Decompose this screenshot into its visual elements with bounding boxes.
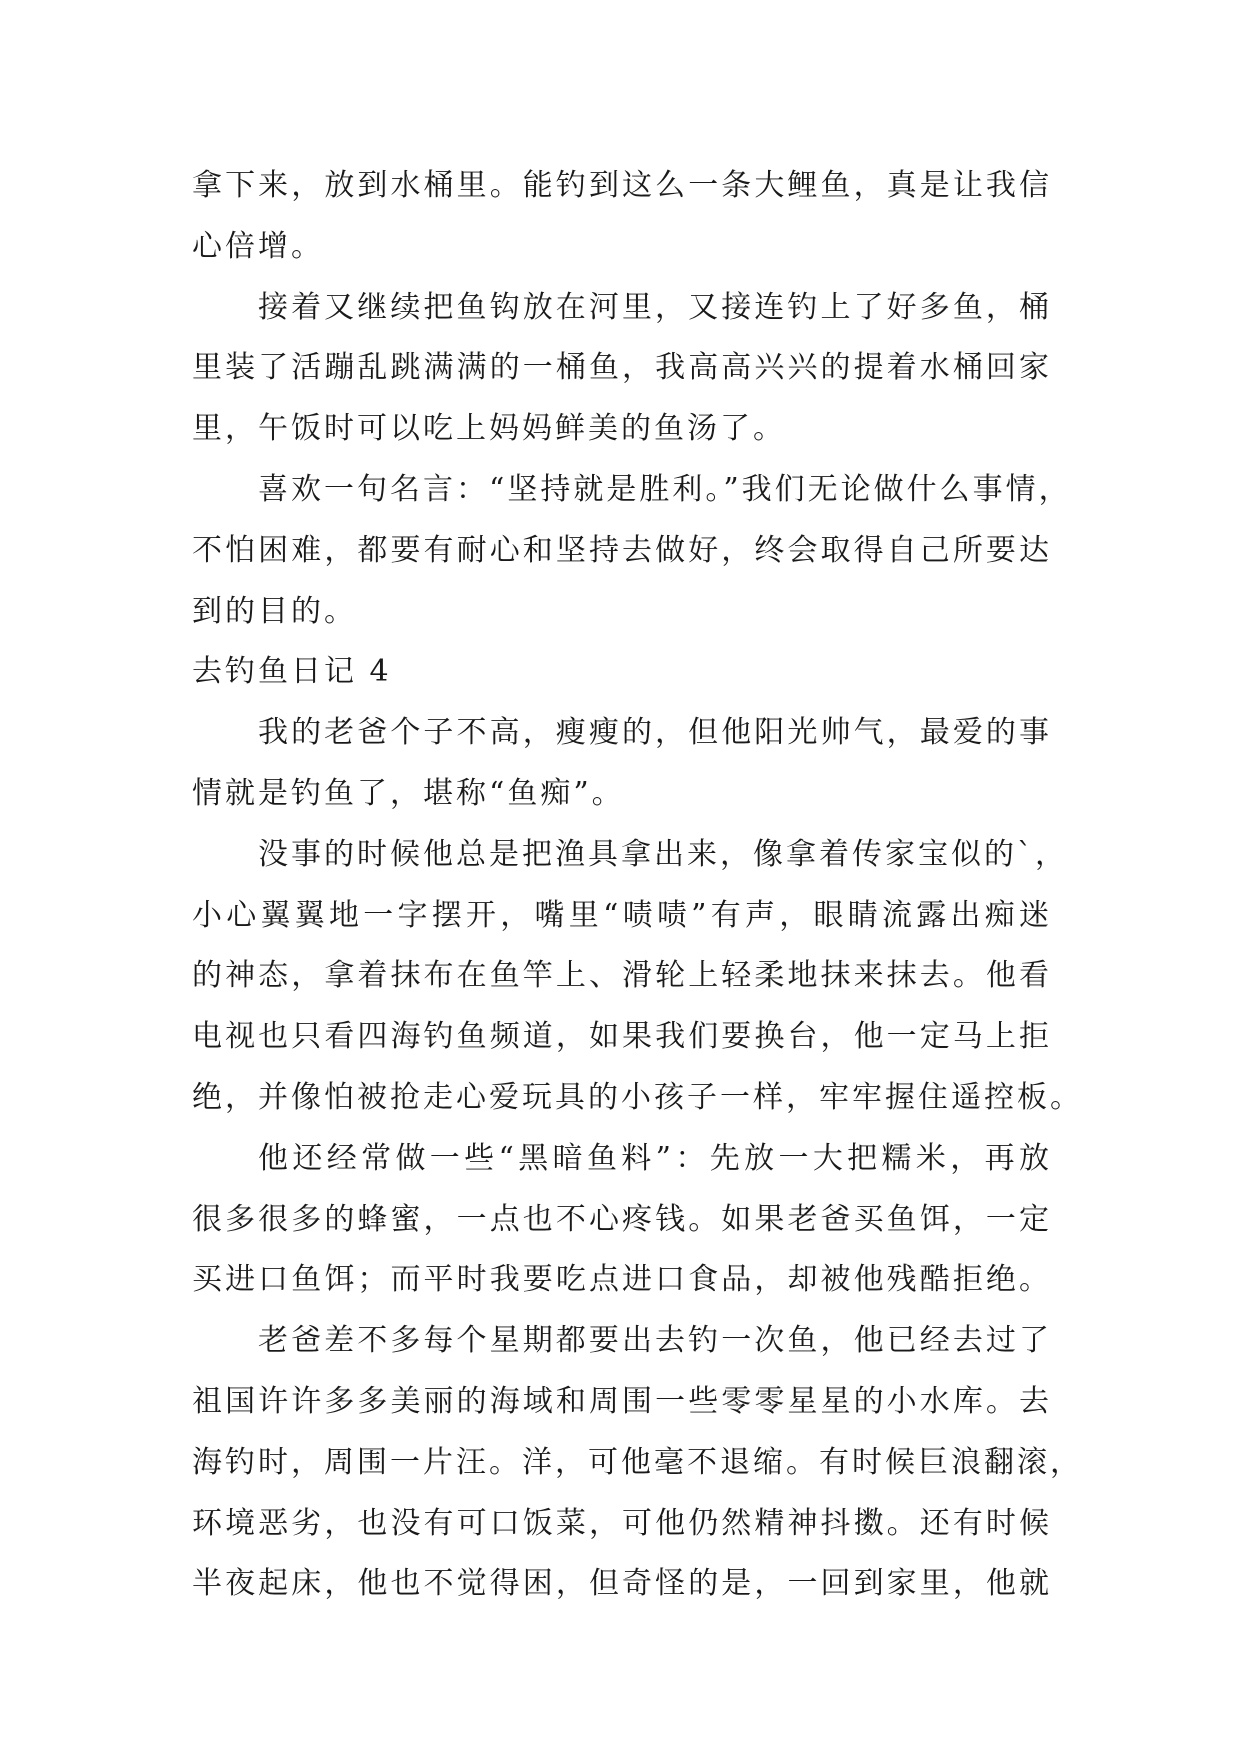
paragraph-start-line: 我的老爸个子不高，瘦瘦的，但他阳光帅气，最爱的事: [258, 715, 1052, 751]
text-line: 到的目的。: [192, 593, 357, 629]
text-line: 很多很多的蜂蜜，一点也不心疼钱。如果老爸买鱼饵，一定: [192, 1201, 1052, 1237]
text-line: 拿下来，放到水桶里。能钓到这么一条大鲤鱼，真是让我信: [192, 168, 1052, 203]
document-body: [192, 156, 1083, 1615]
text-line: 环境恶劣，也没有可口饭菜，可他仍然精神抖擞。还有时候: [192, 1505, 1052, 1541]
text-line: 买进口鱼饵；而平时我要吃点进口食品，却被他残酷拒绝。: [192, 1262, 1052, 1298]
text-line: 祖国许许多多美丽的海域和周围一些零零星星的小水库。去: [192, 1383, 1052, 1419]
text-line: 海钓时，周围一片汪。洋，可他毫不退缩。有时候巨浪翻滚，: [192, 1444, 1083, 1480]
text-line: 电视也只看四海钓鱼频道，如果我们要换台，他一定马上拒: [192, 1019, 1052, 1055]
text-line: 半夜起床，他也不觉得困，但奇怪的是，一回到家里，他就: [192, 1566, 1052, 1602]
text-line: 心倍增。: [192, 228, 324, 264]
text-line: 情就是钓鱼了，堪称“鱼痴”。: [192, 775, 625, 811]
text-line: 里，午饭时可以吃上妈妈鲜美的鱼汤了。: [192, 411, 786, 447]
paragraph-start-line: 没事的时候他总是把渔具拿出来，像拿着传家宝似的`，: [258, 836, 1068, 872]
paragraph-start-line: 接着又继续把鱼钩放在河里，又接连钓上了好多鱼，桶: [258, 289, 1052, 325]
text-line: 里装了活蹦乱跳满满的一桶鱼，我高高兴兴的提着水桶回家: [192, 350, 1052, 386]
paragraph-start-line: 老爸差不多每个星期都要出去钓一次鱼，他已经去过了: [258, 1323, 1052, 1359]
text-line: 不怕困难，都要有耐心和坚持去做好，终会取得自己所要达: [192, 532, 1052, 568]
text-line: 小心翼翼地一字摆开，嘴里“啧啧”有声，眼睛流露出痴迷: [192, 897, 1052, 933]
paragraph-start-line: 他还经常做一些“黑暗鱼料”：先放一大把糯米，再放: [258, 1140, 1052, 1176]
text-line: 绝，并像怕被抢走心爱玩具的小孩子一样，牢牢握住遥控板。: [192, 1079, 1083, 1115]
section-heading: 去钓鱼日记 4: [192, 654, 392, 690]
text-line: 的神态，拿着抹布在鱼竿上、滑轮上轻柔地抹来抹去。他看: [192, 958, 1052, 994]
paragraph-start-line: 喜欢一句名言：“坚持就是胜利。”我们无论做什么事情，: [258, 471, 1072, 507]
